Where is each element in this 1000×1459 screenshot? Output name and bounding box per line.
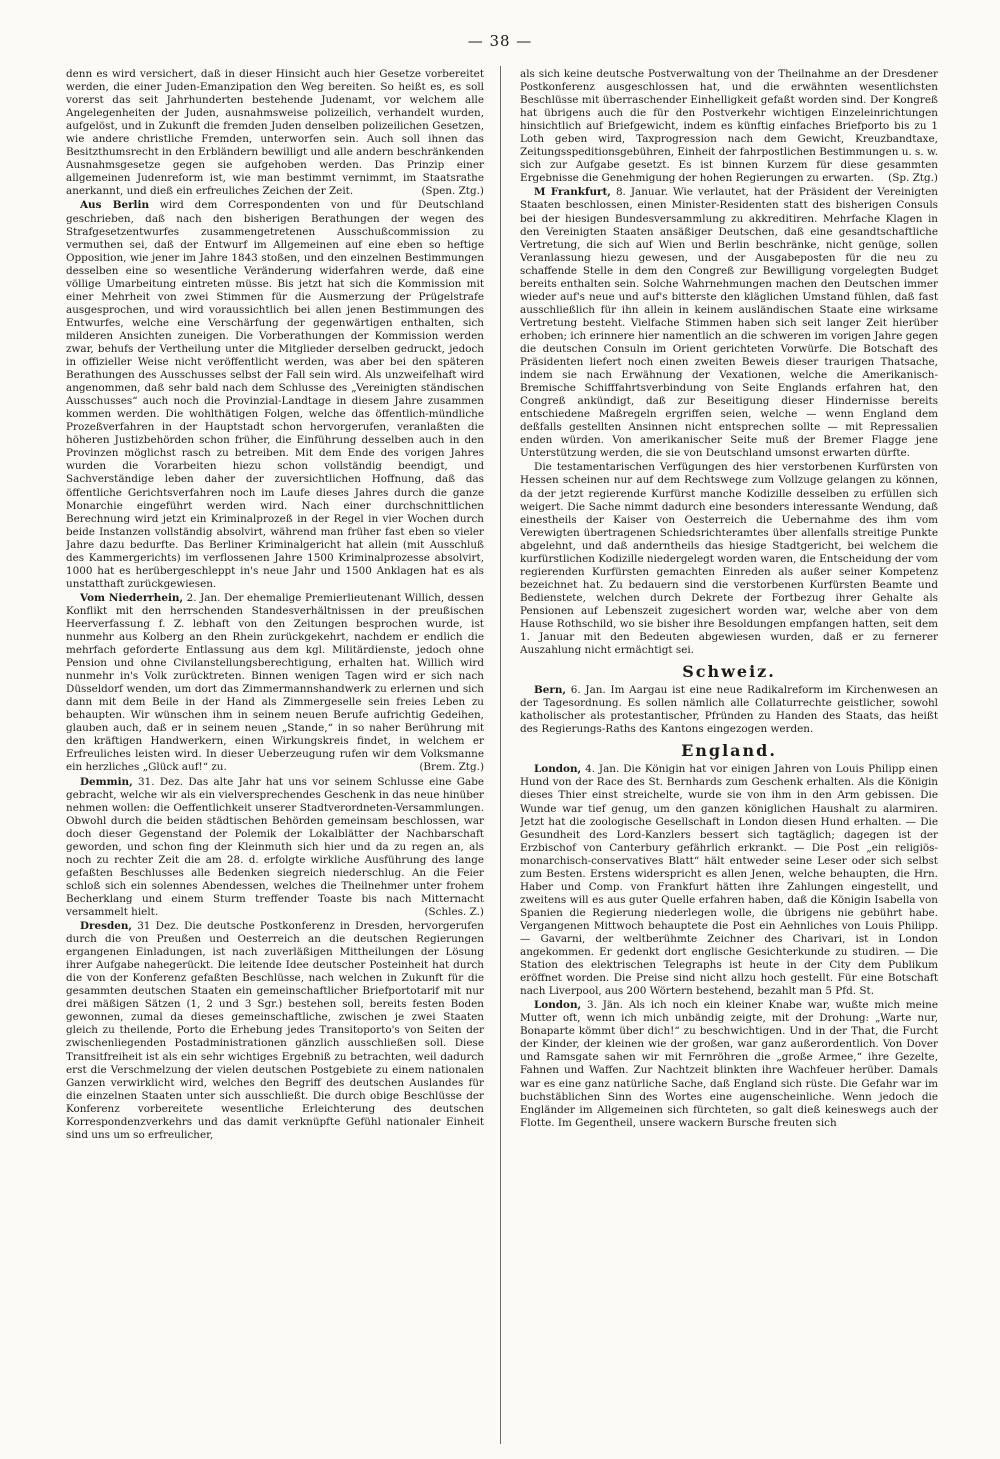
article-dresden — [66, 920, 484, 1142]
section-heading-schweiz: Schweiz. — [682, 662, 776, 682]
article-text: wird dem Correspondenten von und für Deutschland geschrieben, daß nach den bisherigen Berathungen der wegen des Strafgesetzentwurfes zusammengetretenen Ausschußcommission zu vermuthen sei, daß der Entwurf im Allgemeinen auf eine eben so heftige Opposition, wie jener im Jahre 1843 stoßen, und den einzelnen Bestimmungen desselben eine so wesentliche Veränderung widerfahren werde, daß eine völlige Umarbeitung eintreten müsse. Bis jetzt hat sich die Kommission mit einer Mehrheit von zwei Stimmen für die Ausmerzung der Prügelstrafe ausgesprochen, und wird voraussichtlich bei allen jenen Bestimmungen des Entwurfes, welche eine Verschärfung der gegenwärtigen enthalten, sich milderen Ansichten zuneigen. Die Vorberathungen der Kommission werden zwar, behufs der Vertheilung unter die Mitglieder derselben gedruckt, jedoch in offizieller Weise nicht veröffentlicht werden, was aber bei den späteren Berathungen des Ausschusses selbst der Fall sein wird. Als unzweifelhaft wird angenommen, daß sehr bald nach dem Schlusse des „Vereinigten ständischen Ausschusses“ auch noch die Provinzial-Landtage in diesem Jahre zusammen kommen werden. Die wohlthätigen Folgen, welche das öffentlich-mündliche Prozeßverfahren in der Hauptstadt schon hervorgerufen, veranlaßten die höheren Justizbehörden schon früher, die Einführung desselben auch in den Provinzen möglichst rasch zu betreiben. Mit dem Ende des vorigen Jahres wurden die Vorarbeiten hiezu schon vollständig beendigt, und Sachverständige leben daher der zuversichtlichen Hoffnung, daß das öffentliche Gerichtsverfahren noch im Laufe dieses Jahres durch die ganze Monarchie eingeführt werden wird. Nach einer durchschnittlichen Berechnung wird jetzt ein Kriminalprozeß in der Regel in vier Wochen durch beide Instanzen vollständig absolvirt, während man früher fast eben so vieler Jahre dazu bedurfte. Das Berliner Kriminalgericht hat allein (mit Ausschluß des Kammergerichts) im verflossenen Jahre 1500 Kriminalprozesse absolvirt, 1000 hat es herübergeschleppt in's neue Jahr und 1500 Anklagen hat es als unstatthaft zurückgewiesen. — [66, 199, 484, 590]
article-demmin — [66, 776, 484, 920]
article-text: Die testamentarischen Verfügungen des hier verstorbenen Kurfürsten von Hessen scheinen nur auf dem Rechtswege zum Vollzuge gelangen zu können, da der jetzt regierende Kurfürst manche Kodizille desselben zu erfüllen sich weigert. Die Sache nimmt dadurch eine besonders interessante Wendung, daß einestheils der Kaiser von Oesterreich die Uebernahme des ihm vom Verewigten übertragenen Schiedsrichteramtes über allenfalls streitige Punkte abgelehnt, und daß anderntheils das hiesige Stadtgericht, bei welchem die kurfürstlichen Kodizille niedergelegt worden waren, die Entscheidung der vom regierenden Kurfürsten gemachten Einreden als außer seiner Kompetenz bezeichnet hat. Zu bedauern sind die verstorbenen Kurfürsten Beamte und Bedienstete, welchen durch Dekrete der Fortbezug ihrer Gehalte als Pensionen auf Lebenszeit zugesichert worden war, welche aber von dem Hause Rothschild, wo sie bisher ihre Besoldungen empfangen hatten, seit dem 1. Januar mit den Bedeuten abgewiesen wurden, daß er zu fernerer Auszahlung nicht ermächtigt sei. — [520, 461, 938, 657]
article-text: 6. Jan. Im Aargau ist eine neue Radikalreform im Kirchenwesen an der Tagesordnung. Es sollen nämlich alle Collaturrechte geistlicher, sowohl katholischer als protestantischer, Pfründen zu Handen des Staats, das heißt des Regierungs-Raths des Kantons eingezogen werden. — [520, 684, 938, 736]
source-attribution: (Schles. Z.) — [424, 906, 484, 918]
article-text: 8. Januar. Wie verlautet, hat der Präsident der Vereinigten Staaten beschlossen, einen Minister-Residenten statt des bisherigen Consuls bei der hiesigen Bundesversammlung zu akkreditiren. Mehrfache Klagen in den Vereinigten Staaten ansäßiger Deutschen, daß eine gesandtschaftliche Vertretung, die sich auf Wien und Berlin beschränke, nicht genüge, sollen Veranlassung hiezu gewesen, und der Ausgabeposten für die neu zu schaffende Stelle in dem den Congreß zur Bewilligung vorgelegten Budget bereits enthalten sein. Solche Wahrnehmungen machen den Deutschen immer wieder auf's neue und auf's bitterste den kläglichen Umstand fühlen, daß fast ausschließlich für ihn allein in keinem ausländischen Staate eine wirksame Vertretung besteht. Vielfache Stimmen haben sich seit langer Zeit hierüber erhoben; ich erinnere hier namentlich an die schweren im vorigen Jahre gegen die deutschen Consuln im Orient gerichteten Vorwürfe. Die Botschaft des Präsidenten liefert noch einen zweiten Beweis dieser traurigen Thatsache, indem sie nach Erwähnung der Vexationen, welche die Amerikanisch-Bremische Schifffahrtsverbindung von Seite Englands erfahren hat, den Congreß ankündigt, daß zur Beseitigung dieser Hindernisse bereits entschiedene Maßregeln ergriffen seien, welche — wenn England dem deßfalls gestellten Ansinnen nicht entsprechen sollte — mit Repressalien enden würden. Von amerikanischer Seite muß der Bremer Flagge jene Unterstützung werden, die sie von Deutschland umsonst erwarten dürfte. — [520, 186, 938, 460]
article-london-2 — [520, 999, 938, 1129]
article-text: 31 Dez. Die deutsche Postkonferenz in Dresden, hervorgerufen durch die von Preußen und Oesterreich an die deutschen Regierungen ergangenen Einladungen, ist nach zuverläßigen Mittheilungen der Lösung ihrer Aufgabe nahegerückt. Die leitende Idee deutscher Posteinheit hat durch die von der Konferenz gefaßten Beschlüsse, nach welchen in Zukunft für die gesammten deutschen Staaten ein gemeinschaftlicher Briefportotarif mit nur drei mäßigen Sätzen (1, 2 und 3 Sgr.) bestehen soll, bereits festen Boden gewonnen, zumal da dieses gemeinschaftliche, zwischen je zwei Staaten gleich zu theilende, Porto die Erhebung jedes Transitoporto's von Seiten der zwischenliegenden Postadministrationen gänzlich ausschließen soll. Diese Transitfreiheit ist als ein sehr wichtiges Ergebniß zu betrachten, weil dadurch erst die Verschmelzung der vielen deutschen Postgebiete zu einem nationalen Ganzen verwirklicht wird, welches den Begriff des deutschen Auslandes für die einzelnen Staaten unter sich ausschließt. Die durch obige Beschlüsse der Konferenz vorbereitete wesentliche Erleichterung des deutschen Korrespondenzverkehrs und das damit verknüpfte Gefühl nationaler Einheit sind uns um so erfreulicher, — [66, 920, 484, 1141]
column-divider — [500, 66, 501, 1444]
dateline: London, — [534, 763, 582, 776]
dateline: Dresden, — [80, 920, 132, 933]
article-london-1 — [520, 763, 938, 998]
dateline: London, — [534, 999, 582, 1012]
left-column — [66, 68, 484, 1443]
source-attribution: (Brem. Ztg.) — [419, 761, 484, 774]
article-text: als sich keine deutsche Postverwaltung von der Theilnahme an der Dresdener Postkonferenz ausgeschlossen hat, und die erwähnten wesentlichsten Beschlüsse mit überraschender Einhelligkeit gefaßt worden sind. Der Kongreß hat übrigens auch die für den Postverkehr wichtigen Einzeleinrichtungen hinsichtlich auf Briefgewicht, indem es künftig einfaches Briefporto bis zu 1 Loth geben wird, Taxprogression nach dem Gewicht, Kreuzbandtaxe, Zeitungsspeditionsgebühren, Einheit der fahrpostlichen Bestimmungen u. s. w. sich zur Aufgabe gesetzt. Es ist binnen Kurzem für diese gesammten Ergebnisse die Genehmigung der hohen Regierungen zu erwarten. — [520, 68, 938, 185]
right-column — [520, 68, 938, 1443]
article-paragraph — [66, 68, 484, 198]
article-niederrhein — [66, 592, 484, 775]
dateline: Vom Niederrhein, — [80, 591, 184, 604]
section-heading-england: England. — [681, 741, 777, 761]
article-text: 3. Jän. Als ich noch ein kleiner Knabe war, wußte mich meine Mutter oft, wenn ich mich unbändig zeigte, mit der Drohung: „Warte nur, Bonaparte kömmt über dich!“ zu beschwichtigen. Und in der That, die Furcht der Kinder, der kleinen wie der großen, war ganz außerordentlich. Von Dover und Ramsgate sahen wir mit Fernröhren die „große Armee,“ ihre Gezelte, Fahnen und Waffen. Zur Nachtzeit blinkten ihre Wachfeuer herüber. Damals war es eine ganz natürliche Sache, daß England sich rüste. Die Gefahr war im buchstäblichen Sinn des Wortes eine augenscheinliche. Wenn jedoch die Engländer im Allgemeinen sich fürchteten, so galt dieß keineswegs auch der Flotte. Im Gegentheil, unsere wackern Bursche freuten sich — [520, 999, 938, 1129]
dateline: M Frankfurt, — [534, 186, 611, 199]
article-text: 31. Dez. Das alte Jahr hat uns vor seinem Schlusse eine Gabe gebracht, welche wir als ein vielversprechendes Geschenk in das neue hinüber nehmen wollen: die Oeffentlichkeit unserer Stadtverordneten-Versammlungen. Obwohl durch die beiden städtischen Behörden gemeinsam beschlossen, war doch dieser Gegenstand der Polemik der Lokalblätter der Nachbarschaft geworden, und schon fing der Kleinmuth sich hier und da zu regen an, als noch zu rechter Zeit die am 28. d. erfolgte wirkliche Ausführung des lange gefaßten Beschlusses alle Bedenken siegreich niederschlug. An die Feier schloß sich ein solennes Abendessen, welches die Theilnehmer unter frohem Becherklang und einem Sturm treffender Toaste bis nach Mitternacht versammelt hielt. — [66, 775, 484, 918]
article-text: denn es wird versichert, daß in dieser Hinsicht auch hier Gesetze vorbereitet werden, die einer Juden-Emanzipation den Weg bereiten. So heißt es, es soll vorerst das seit Jahrhunderten bestehende Judenamt, vor welchem alle Angelegenheiten der Juden, ausnahmsweise polizeilich, verhandelt wurden, aufgelöst, und in Zukunft die fremden Juden denselben polizeilichen Gesetzen, wie andere christliche Fremden, unterworfen sein. Auch soll ihnen das Besitzthumsrecht in den Erbländern bewilligt und alle andern beschränkenden Ausnahmsgesetze gegen sie aufgehoben werden. Das Prinzip einer allgemeinen Judenreform ist, wie man bestimmt vernimmt, im Staatsrathe anerkannt, und dieß ein erfreuliches Zeichen der Zeit. — [66, 68, 484, 198]
article-frankfurt — [520, 186, 938, 460]
dateline: Bern, — [534, 684, 567, 697]
source-attribution: (Spen. Ztg.) — [421, 185, 484, 198]
source-attribution: (Sp. Ztg.) — [888, 172, 938, 185]
article-hessen — [520, 461, 938, 657]
dateline: Aus Berlin — [80, 199, 150, 212]
dateline: Demmin, — [80, 775, 133, 788]
article-bern — [520, 684, 938, 736]
page-number: — 38 — — [467, 32, 533, 50]
article-text: 2. Jan. Der ehemalige Premierlieutenant Willich, dessen Konflikt mit den herrschenden Standesverhältnissen in der preußischen Heerverfassung f. Z. lebhaft von den Zeitungen besprochen wurde, ist nunmehr aus Kolberg an den Rhein zurückgekehrt, nachdem er endlich die mehrfach geforderte Entlassung aus dem kgl. Militärdienste, jedoch ohne Pension und ohne Civilanstellungsberechtigung, erhalten hat. Willich wird nunmehr in's Volk zurücktreten. Binnen wenigen Tagen wird er sich nach Düsseldorf wenden, um dort das Zimmermannshandwerk zu erlernen und sich dann mit dem Beile in der Hand als Zimmergeselle sein freies Leben zu behaupten. Wir wünschen ihm in seinem neuen Berufe aufrichtig Gedeihen, glauben auch, daß er in seinem neuen „Stande,“ in so naher Berührung mit den kräftigen Handwerkern, einen Wirkungskreis findet, in welchem er Erfreuliches leisten wird. In dieser Ueberzeugung rufen wir dem Volksmanne ein herzliches „Glück auf!“ zu. — [66, 591, 484, 774]
article-text: 4. Jan. Die Königin hat vor einigen Jahren von Louis Philipp einen Hund von der Race des St. Bernhards zum Geschenk erhalten. Als die Königin dieses Thier einst streichelte, wurde sie von ihm in den Arm gebissen. Die Wunde war tief genug, um den ganzen königlichen Haushalt zu alarmiren. Jetzt hat die zoologische Gesellschaft in London diesen Hund erhalten. — Die Gesundheit des Lord-Kanzlers bessert sich tagtäglich; dagegen ist der Erzbischof von Canterbury gefährlich erkrankt. — Die Post „ein religiös-monarchisch-conservatives Blatt“ hält entweder seine Leser oder sich selbst zum Besten. Erstens widerspricht es allen Jenen, welche behaupten, die Hrn. Haber und Comp. von Frankfurt hätten ihre Zahlungen eingestellt, und zweitens will es aus guter Quelle erfahren haben, daß die Königin Isabella von Spanien die Regierung niederlegen wolle, die übrigens nie gebührt habe. Vergangenen Mittwoch behauptete die Post ein Aehnliches von Louis Philipp. — Gavarni, der weltberühmte Zeichner des Charivari, ist in London angekommen. Er gedenkt dort englische Gesichterkunde zu studiren. — Die Station des elektrischen Telegraphs ist heute in der City dem Publikum eröffnet worden. Die Preise sind nicht allzu hoch gestellt. Für eine Botschaft nach Liverpool, aus 200 Wörtern bestehend, bezahlt man 5 Pfd. St. — [520, 763, 938, 998]
article-berlin — [66, 199, 484, 590]
article-paragraph — [520, 68, 938, 185]
